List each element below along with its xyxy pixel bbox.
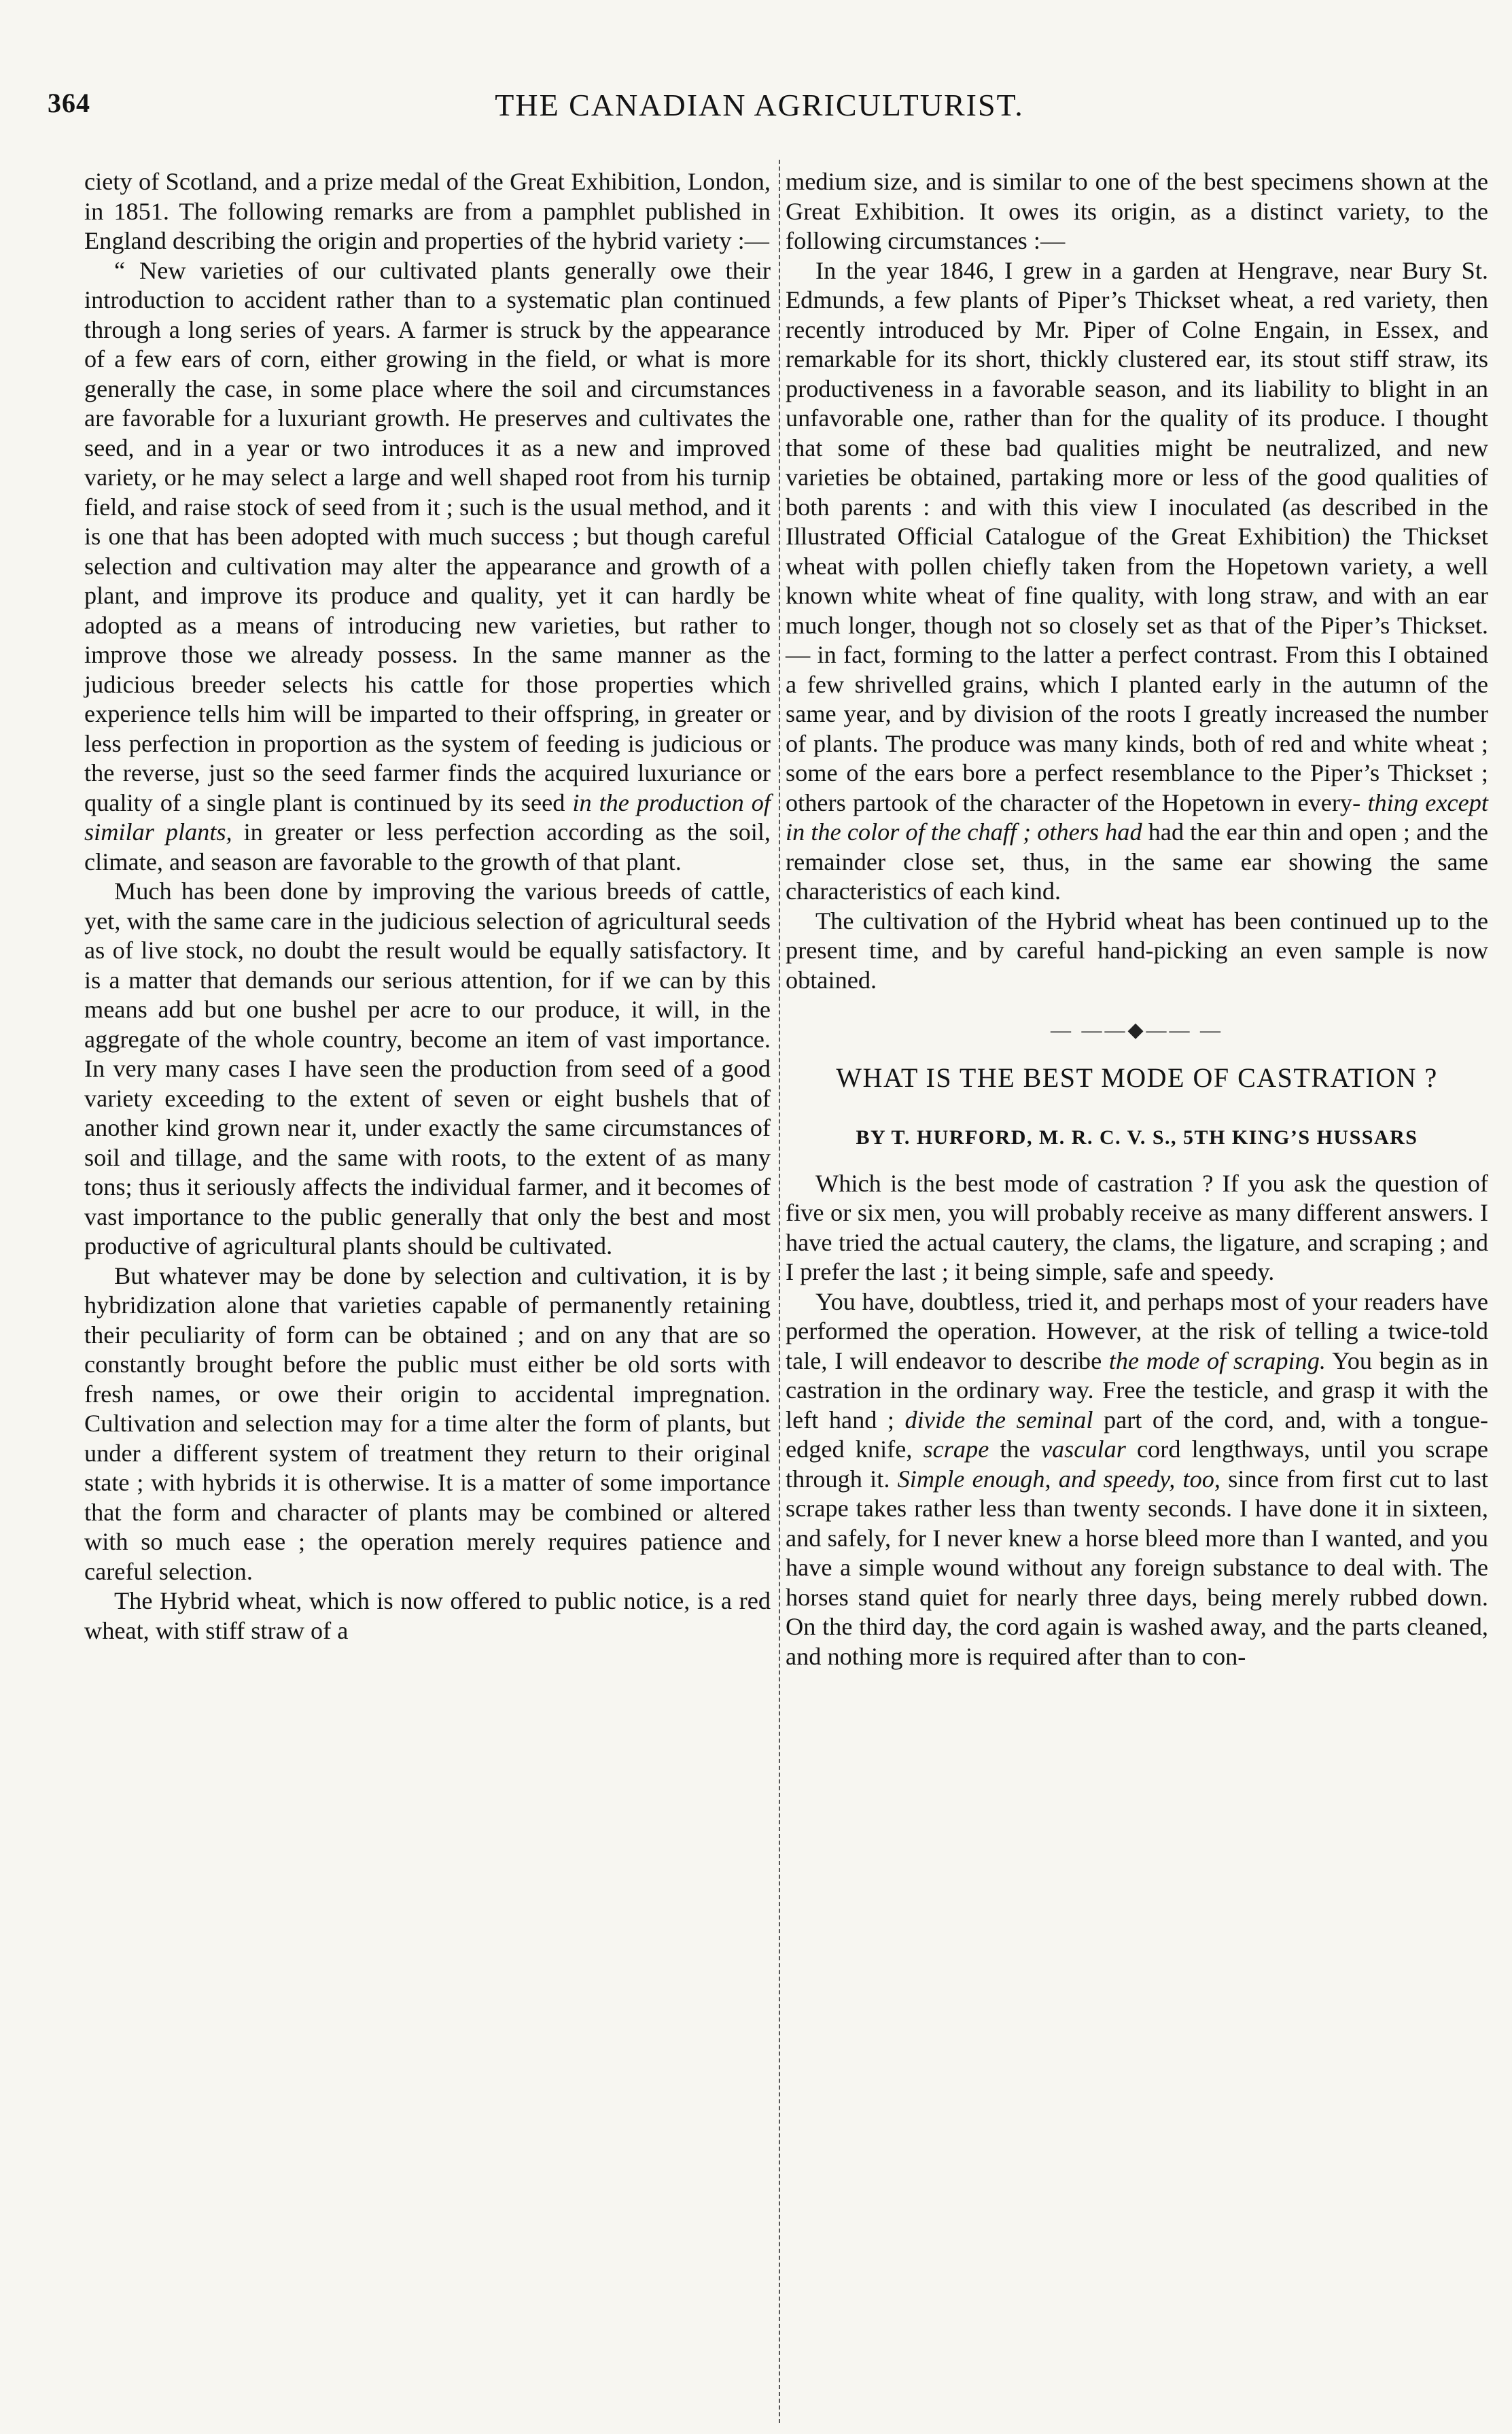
right-paragraph-5 — [786, 1287, 1488, 1672]
right-paragraph-5-emphasis-4: vascular — [1040, 1436, 1126, 1463]
right-paragraph-5-emphasis-2: divide the seminal — [904, 1406, 1093, 1433]
right-paragraph-5-emphasis-5: Simple enough, and speedy, too, — [897, 1465, 1220, 1493]
right-paragraph-5-mid-1: You begin as in castration in the ordinary way. Free the testicle, and grasp it with the left hand ; — [786, 1346, 1488, 1433]
page-number: 364 — [48, 88, 90, 118]
right-paragraph-1: medium size, and is similar to one of the best specimens shown at the Great Exhibition. It owes its origin, as a distinct variety, to the following circumstances :— — [786, 168, 1488, 254]
right-paragraph-2-emphasis-2: others had — [1037, 818, 1142, 846]
right-paragraph-5-mid-4: cord lengthways, until you scrape through it. — [786, 1436, 1489, 1493]
left-paragraph-1: ciety of Scotland, and a prize medal of the Great Exhibition, London, in 1851. The following remarks are from a pamphlet published in England describing the origin and properties of the hybrid variety :— — [84, 168, 771, 254]
right-paragraph-2-tail: had the ear thin and open ; and the remainder close set, thus, in the same ear showing the same characteristics of each kind. — [786, 818, 1488, 905]
right-paragraph-5-mid-3: the — [1000, 1436, 1030, 1463]
left-paragraph-3: Much has been done by improving the various breeds of cattle, yet, with the same care in the judicious selection of agricultural seeds as of live stock, no doubt the result would be equally satisfactory. It is a matter that demands our serious attention, for if we can by this means add but one bushel per acre to our produce, it will, in the aggregate of the whole country, become an item of vast importance. In very many cases I have seen the production from seed of a good variety exceeding to the extent of seven or eight bushels that of another kind grown near it, under exactly the same circumstances of soil and tillage, and the same with roots, to the extent of as many tons; thus it seriously affects the individual farmer, and it becomes of vast importance to the public generally that only the best and most productive of agricultural plants should be cultivated. — [84, 877, 771, 1259]
left-paragraph-2 — [84, 256, 771, 877]
right-paragraph-2 — [786, 256, 1488, 907]
column-divider — [779, 160, 780, 2423]
right-paragraph-5-head: You have, doubtless, tried it, and perhaps most of your readers have performed the operation. However, at the risk of telling a twice-told tale, I will endeavor to describe — [786, 1287, 1488, 1374]
article-byline: BY T. HURFORD, M. R. C. V. S., 5TH KING’S HUSSARS — [856, 1126, 1418, 1149]
left-paragraph-4: But whatever may be done by selection and cultivation, it is by hybridization alone that varieties capable of permanently retaining their peculiarity of form can be obtained ; and on any that are so constantly brought before the public must either be old sorts with fresh names, or owe their origin to accidental impregnation. Cultivation and selection may for a time alter the form of plants, but under a different system of treatment they return to their original state ; with hybrids it is otherwise. It is a matter of some importance that the form and character of plants may be combined or altered with so much ease ; the operation merely requires patience and careful selection. — [84, 1262, 771, 1585]
right-column — [786, 167, 1488, 1671]
right-paragraph-5-tail: since from first cut to last scrape takes rather less than twenty seconds. I have done it in sixteen, and safely, for I never knew a horse bleed more than I wanted, and you have a simple wound without any foreign substance to deal with. The horses stand quiet for nearly three days, being merely rubbed down. On the third day, the cord again is washed away, and the parts cleaned, and nothing more is required after than to con- — [786, 1465, 1488, 1670]
right-paragraph-5-emphasis-3: scrape — [923, 1436, 989, 1463]
running-title: THE CANADIAN AGRICULTURIST. — [495, 88, 1024, 122]
right-paragraph-2-emphasis: thing except in the color of the chaff ; — [786, 788, 1488, 846]
right-paragraph-5-emphasis-1: the mode of scraping. — [1108, 1346, 1326, 1374]
section-ornament: — ——◆—— — — [1050, 1019, 1224, 1041]
left-column — [84, 167, 771, 1646]
right-paragraph-4: Which is the best mode of castration ? If you ask the question of five or six men, you will probably receive as many different answers. I have tried the actual cautery, the clams, the ligature, and scraping ; and I prefer the last ; it being simple, safe and speedy. — [786, 1169, 1488, 1285]
left-paragraph-5: The Hybrid wheat, which is now offered to public notice, is a red wheat, with stiff straw of a — [84, 1587, 771, 1644]
right-paragraph-5-mid-2: part of the cord, and, with a tongue-edged knife, — [786, 1406, 1488, 1463]
left-paragraph-2-emphasis: in the production of similar plants, — [84, 788, 771, 846]
right-paragraph-2-text: In the year 1846, I grew in a garden at Hengrave, near Bury St. Edmunds, a few plants of Piper’s Thickset wheat, a red variety, then recently introduced by Mr. Piper of Colne Engain, in Essex, and remarkable for its short, thickly clustered ear, its stout stiff straw, its productiveness in a favorable season, and its liability to blight in an unfavorable one, rather than for the quality of its produce. I thought that some of these bad qualities might be neutralized, and new varieties be obtained, partaking more or less of the good qualities of both parents : and with this view I inoculated (as described in the Illustrated Official Catalogue of the Great Exhibition) the Thickset wheat with pollen chiefly taken from the Hopetown variety, a well known white wheat of fine quality, with long straw, and with an ear much longer, though not so closely set as that of the Piper’s Thickset.— in fact, forming to the latter a perfect contrast. From this I obtained a few shrivelled grains, which I planted early in the autumn of the same year, and by division of the roots I greatly increased the number of plants. The produce was many kinds, both of red and white wheat ; some of the ears bore a perfect resemblance to the Piper’s Thickset ; others partook of the character of the Hopetown in every- — [786, 256, 1488, 816]
article-title: WHAT IS THE BEST MODE OF CASTRATION ? — [836, 1062, 1438, 1093]
left-paragraph-2-tail: in greater or less perfection according as the soil, climate, and season are favorable to the growth of that plant. — [84, 818, 771, 875]
page-header — [48, 87, 1471, 135]
right-paragraph-3: The cultivation of the Hybrid wheat has been continued up to the present time, and by careful hand-picking an even sample is now obtained. — [786, 907, 1488, 994]
left-paragraph-2-text: “ New varieties of our cultivated plants generally owe their introduction to accident rather than to a systematic plan continued through a long series of years. A farmer is struck by the appearance of a few ears of corn, either growing in the field, or what is more generally the case, in some place where the soil and circumstances are favorable for a luxuriant growth. He preserves and cultivates the seed, and in a year or two introduces it as a new and improved variety, or he may select a large and well shaped root from his turnip field, and raise stock of seed from it ; such is the usual method, and it is one that has been adopted with much success ; but though careful selection and cultivation may alter the appearance and growth of a plant, and improve its produce and quality, yet it can hardly be adopted as a means of introducing new varieties, but rather to improve those we already possess. In the same manner as the judicious breeder selects his cattle for those properties which experience tells him will be imparted to their offspring, in greater or less perfection in proportion as the system of feeding is judicious or the reverse, just so the seed farmer finds the acquired luxuriance or quality of a single plant is continued by its seed — [84, 256, 771, 816]
